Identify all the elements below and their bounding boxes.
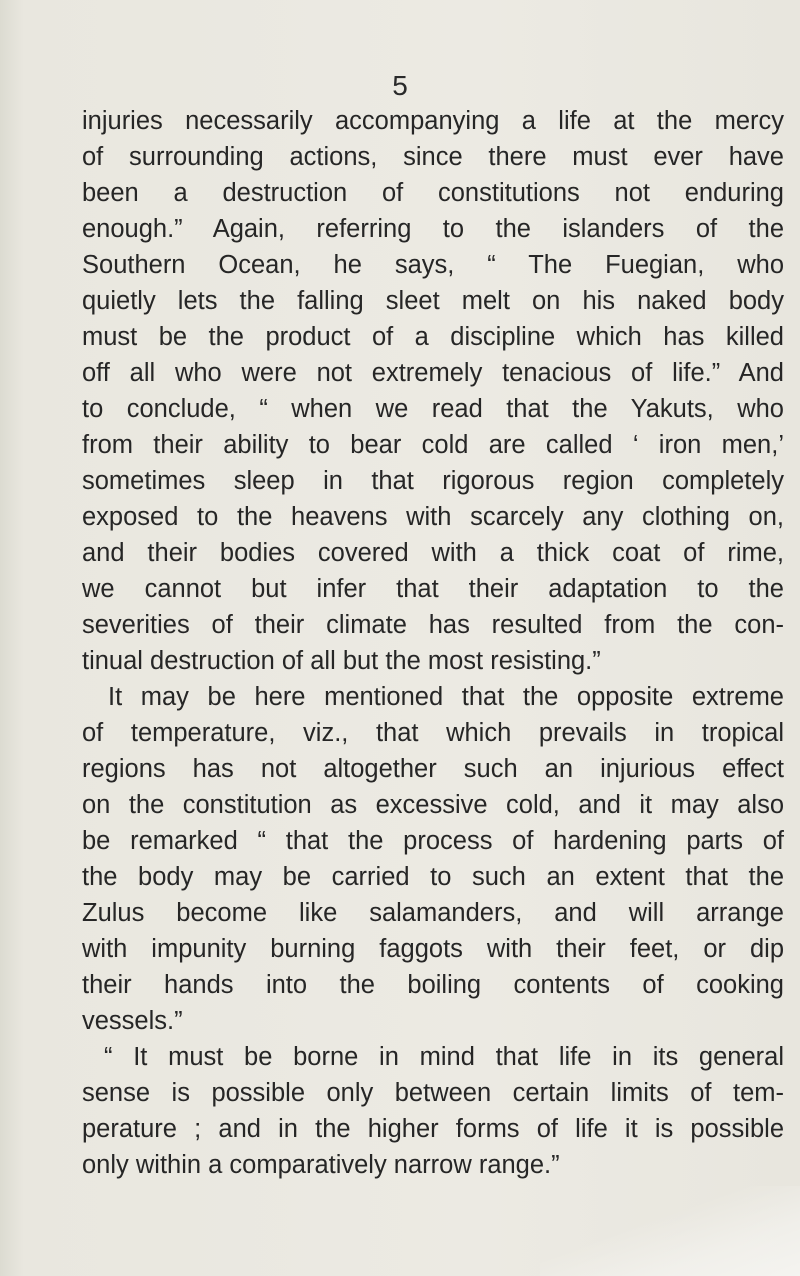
text-line: vessels.”	[82, 1007, 183, 1035]
text-line: “ It must be borne in mind that life in its general	[104, 1043, 784, 1071]
text-line: on the constitution as excessive cold, and it may also	[82, 791, 784, 819]
text-line: injuries necessarily accompanying a life at the mercy	[82, 107, 784, 135]
text-line: the body may be carried to such an extent that the	[82, 863, 784, 891]
text-line: severities of their climate has resulted from the con-	[82, 611, 784, 639]
text-line: quietly lets the falling sleet melt on his naked body	[82, 287, 784, 315]
text-line: exposed to the heavens with scarcely any clothing on,	[82, 503, 784, 531]
text-line: with impunity burning faggots with their feet, or dip	[82, 935, 784, 963]
text-line: off all who were not extremely tenacious of life.” And	[82, 359, 784, 387]
paragraph-2	[82, 679, 784, 1039]
text-line: Southern Ocean, he says, “ The Fuegian, who	[82, 251, 784, 279]
text-line: must be the product of a discipline which has killed	[82, 323, 784, 351]
page-fold-shading	[540, 1186, 800, 1276]
text-line: sense is possible only between certain limits of tem-	[82, 1079, 784, 1107]
paragraph-3	[82, 1039, 784, 1183]
text-line: sometimes sleep in that rigorous region completely	[82, 467, 784, 495]
text-line: of temperature, viz., that which prevails in tropical	[82, 719, 784, 747]
text-line: It may be here mentioned that the opposite extreme	[108, 683, 784, 711]
text-line: of surrounding actions, since there must ever have	[82, 143, 784, 171]
text-line: their hands into the boiling contents of cooking	[82, 971, 784, 999]
text-line: regions has not altogether such an injurious effect	[82, 755, 784, 783]
text-line: to conclude, “ when we read that the Yakuts, who	[82, 395, 784, 423]
text-line: tinual destruction of all but the most resisting.”	[82, 647, 601, 675]
page-number: 5	[392, 70, 408, 101]
text-line: and their bodies covered with a thick coat of rime,	[82, 539, 784, 567]
text-line: from their ability to bear cold are called ‘ iron men,’	[82, 431, 784, 459]
text-line: only within a comparatively narrow range.”	[82, 1151, 560, 1179]
text-line: perature ; and in the higher forms of life it is possible	[82, 1115, 784, 1143]
text-line: Zulus become like salamanders, and will arrange	[82, 899, 784, 927]
paragraph-1	[82, 103, 784, 679]
body-text	[82, 103, 784, 1183]
text-line: be remarked “ that the process of hardening parts of	[82, 827, 784, 855]
text-line: enough.” Again, referring to the islanders of the	[82, 215, 784, 243]
text-line: we cannot but infer that their adaptation to the	[82, 575, 784, 603]
text-line: been a destruction of constitutions not enduring	[82, 179, 784, 207]
